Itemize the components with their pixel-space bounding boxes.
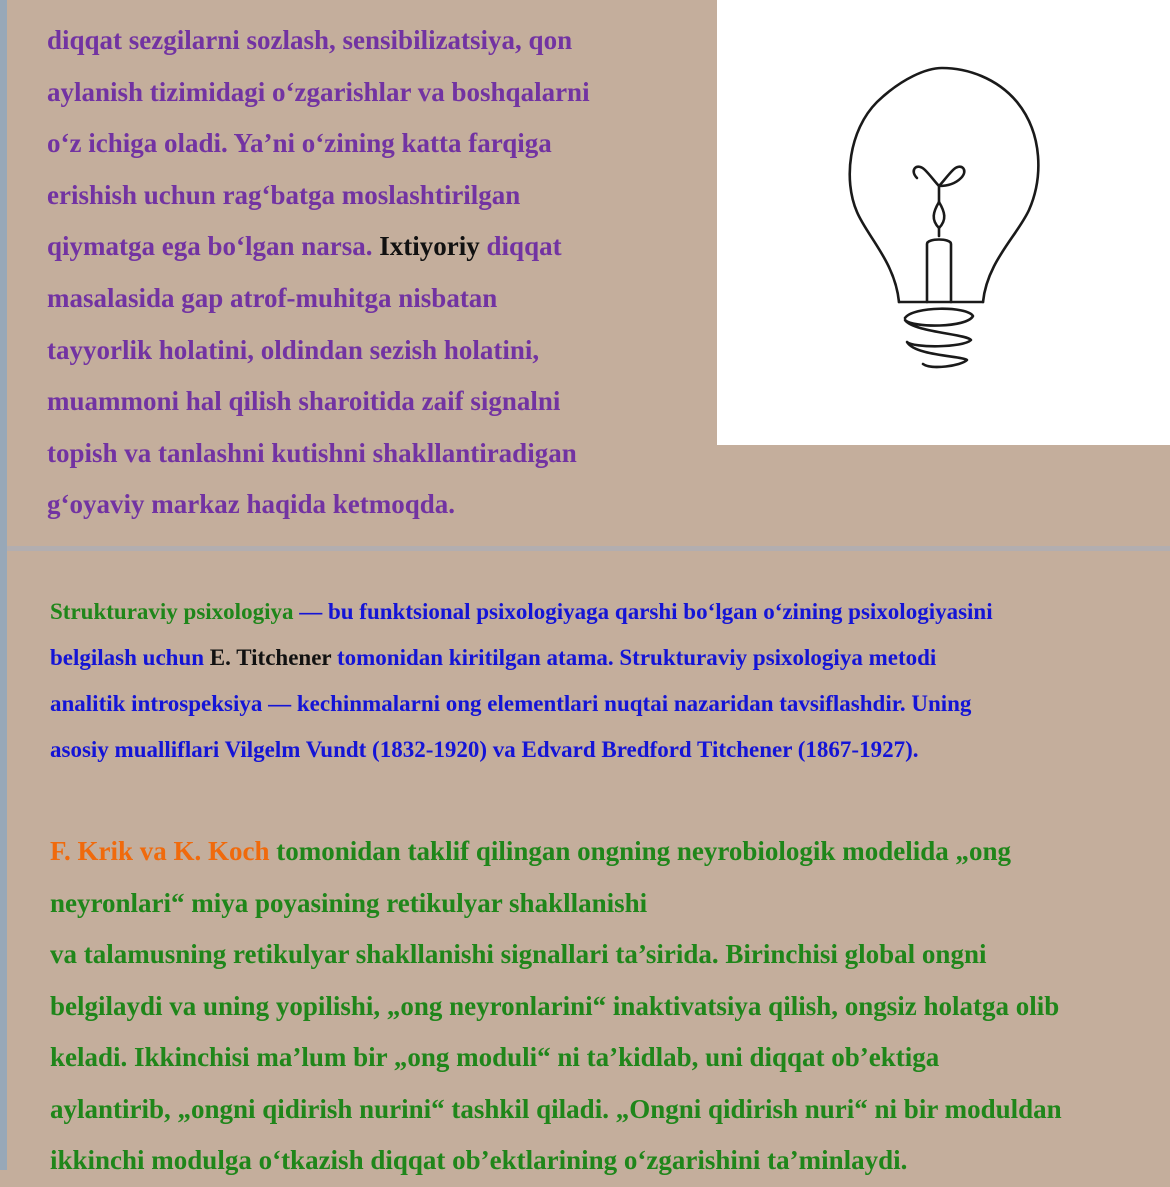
- text-line: analitik introspeksiya — kechinmalarni ong elementlari nuqtai nazaridan tavsiflashdir. Uning: [50, 691, 972, 716]
- author-name: E. Titchener: [209, 645, 332, 670]
- text-line: keladi. Ikkinchisi ma’lum bir „ong moduli“ ni ta’kidlab, uni diqqat ob’ektiga: [50, 1042, 940, 1072]
- text-fragment: belgilash uchun: [50, 645, 210, 670]
- text-line: erishish uchun rag‘batga moslashtirilgan: [47, 179, 521, 210]
- text-fragment: diqqat: [479, 231, 562, 262]
- text-line: [50, 589, 1140, 635]
- text-line: tayyorlik holatini, oldindan sezish holatini,: [47, 334, 540, 365]
- light-bulb-icon: [717, 0, 1170, 445]
- text-fragment: tomonidan taklif qilingan ongning neyrobiologik modelida „ong: [269, 836, 1011, 866]
- highlight-term-ixtiyoriy: Ixtiyoriy: [379, 231, 480, 262]
- text-line: neyronlari“ miya poyasining retikulyar shakllanishi: [50, 887, 648, 918]
- term-structural-psychology: Strukturaviy psixologiya: [50, 599, 294, 624]
- light-bulb-image: [717, 0, 1170, 445]
- text-line: [50, 826, 1160, 878]
- text-line: masalasida gap atrof-muhitga nisbatan: [47, 282, 498, 313]
- text-line: [47, 221, 687, 273]
- text-line: o‘z ichiga oladi. Ya’ni o‘zining katta farqiga: [47, 128, 552, 159]
- text-line: g‘oyaviy markaz haqida ketmoqda.: [47, 489, 456, 520]
- text-fragment: — bu funktsional psixologiyaga qarshi bo‘lgan o‘zining psixologiyasini: [293, 599, 993, 624]
- text-fragment: tomonidan kiritilgan atama. Strukturaviy psixologiya metodi: [331, 645, 937, 670]
- text-line: asosiy mualliflari Vilgelm Vundt (1832-1920) va Edvard Bredford Titchener (1867-1927).: [50, 737, 919, 762]
- text-fragment: qiymatga ega bo‘lgan narsa.: [47, 231, 380, 262]
- text-line: aylantirib, „ongni qidirish nurini“ tashkil qiladi. „Ongni qidirish nuri“ ni bir moduldan: [50, 1093, 1062, 1124]
- text-line: muammoni hal qilish sharoitida zaif signalni: [47, 386, 561, 417]
- text-line: [50, 635, 1140, 681]
- top-paragraph: [47, 15, 687, 531]
- text-line: diqqat sezgilarni sozlash, sensibilizatsiya, qon: [47, 25, 573, 55]
- structural-psychology-paragraph: [50, 589, 1140, 773]
- text-line: ikkinchi modulga o‘tkazish diqqat ob’ektlarining o‘zgarishini ta’minlaydi.: [50, 1145, 908, 1175]
- text-line: aylanish tizimidagi o‘zgarishlar va boshqalarni: [47, 76, 590, 107]
- text-line: topish va tanlashni kutishni shakllantiradigan: [47, 437, 577, 468]
- left-edge-strip: [0, 0, 7, 1170]
- text-line: va talamusning retikulyar shakllanishi signallari ta’sirida. Birinchisi global ongni: [50, 939, 987, 969]
- authors-krik-koch: F. Krik va K. Koch: [50, 836, 270, 866]
- section-divider: [7, 546, 1170, 551]
- neurobiological-model-paragraph: [50, 826, 1160, 1187]
- text-line: belgilaydi va uning yopilishi, „ong neyronlarini“ inaktivatsiya qilish, ongsiz holatga olib: [50, 990, 1060, 1021]
